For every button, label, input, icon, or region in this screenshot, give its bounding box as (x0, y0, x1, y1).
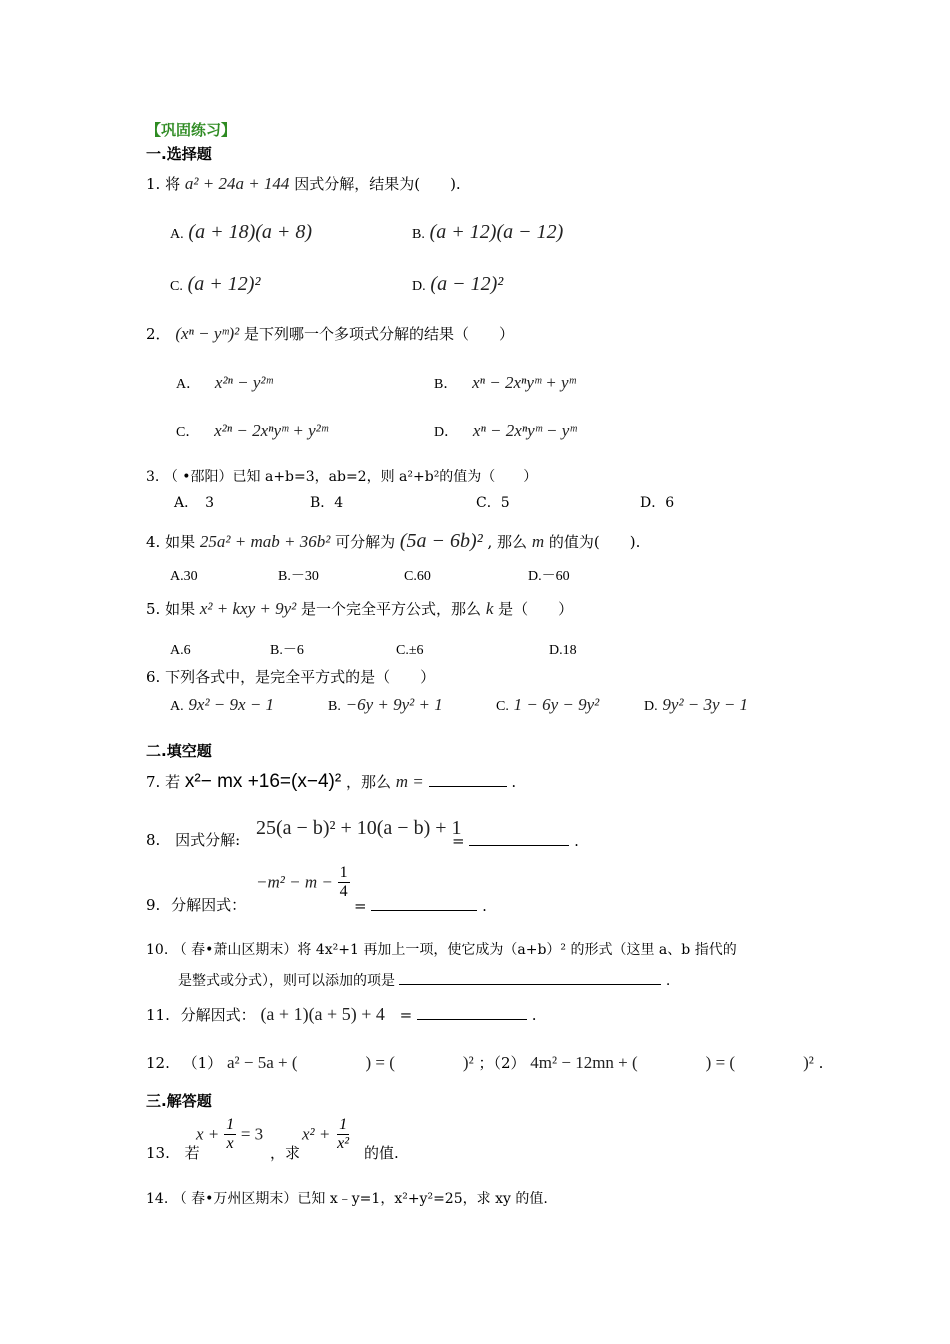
question-number: 3. (146, 469, 160, 485)
question-text: （ •邵阳）已知 a+b=3，ab=2，则 a²+b²的值为（ ） (163, 469, 538, 485)
question-2 (146, 325, 514, 342)
option-5a[interactable]: A.6 (170, 643, 191, 658)
question-text: 是（ ） (498, 600, 574, 618)
option-label: A. (170, 699, 184, 714)
fraction-denominator: x² (337, 1134, 350, 1152)
option-label: B． (434, 377, 458, 392)
question-text: 分解因式： (171, 896, 247, 914)
fraction (338, 864, 350, 900)
option-label: B. (328, 699, 341, 714)
question-text: （ 春•萧山区期末）将 4x²+1 再加上一项，使它成为（a+b）² 的形式（这里 a、b 指代的 (172, 942, 737, 958)
math-variable: m (531, 532, 545, 551)
section-title-fill: 二.填空题 (146, 742, 212, 760)
question-text: 是一个完全平方公式，那么 (301, 600, 482, 618)
question-number: 4. (146, 533, 161, 551)
fraction-numerator: 1 (339, 1116, 348, 1133)
question-number: 2． (146, 325, 171, 343)
question-number: 13. (146, 1144, 170, 1162)
question-text: 因式分解，结果为( ). (294, 175, 461, 193)
option-4c[interactable]: C.60 (404, 569, 431, 584)
question-text: . (818, 1054, 824, 1072)
question-text: （1） (182, 1054, 223, 1072)
question-text: . (574, 832, 579, 850)
math-expression: x + (196, 1124, 220, 1144)
option-label: D. (644, 699, 658, 714)
math-expression: xⁿ − 2xⁿyᵐ + yᵐ (472, 373, 576, 392)
option-label: C． (176, 425, 200, 440)
math-expression: (a + 1)(a + 5) + 4 (260, 1004, 385, 1024)
option-5d[interactable]: D.18 (549, 643, 577, 658)
math-expression: (xⁿ − yᵐ)² (175, 324, 240, 343)
question-text: 若 (165, 773, 181, 791)
question-10-line2 (178, 970, 670, 988)
option-1d[interactable] (412, 274, 503, 294)
question-7 (146, 772, 516, 791)
question-text: 如果 (165, 600, 196, 618)
question-text: 因式分解: (175, 831, 241, 849)
option-1a[interactable] (170, 222, 312, 242)
option-1b[interactable] (412, 222, 563, 242)
math-expression: a² + 24a + 144 (184, 174, 290, 193)
option-2a[interactable] (176, 374, 273, 392)
section-header-practice: 【巩固练习】 (146, 121, 237, 139)
question-text: ，那么 (345, 773, 391, 791)
option-5b[interactable]: B.－6 (270, 643, 304, 658)
question-3 (146, 470, 537, 484)
question-text: ；（2） (478, 1054, 526, 1072)
question-text: 可分解为 (335, 533, 396, 551)
question-text: 是下列哪一个多项式分解的结果（ ） (244, 325, 515, 343)
math-expression: 4m² − 12mn + ( ) = ( )² (530, 1053, 814, 1072)
question-9-answer (354, 898, 487, 914)
question-number: 6. (146, 668, 161, 686)
option-3b[interactable]: B．4 (310, 495, 344, 511)
math-expression: x²ⁿ − y²ᵐ (214, 373, 273, 392)
option-3c[interactable]: C．5 (476, 495, 510, 511)
math-expression: m = (395, 772, 424, 791)
math-expression: = 3 (240, 1124, 264, 1144)
question-number: 10. (146, 942, 169, 958)
question-13-mid: ，求 (270, 1144, 301, 1162)
math-expression: 25a² + mab + 36b² (199, 532, 331, 551)
fraction-denominator: 4 (339, 882, 348, 900)
question-text: 是整式或分式），则可以添加的项是 (178, 973, 395, 989)
question-text: 将 (165, 175, 181, 193)
question-number: 12. (146, 1054, 170, 1072)
question-5 (146, 600, 573, 617)
option-5c[interactable]: C.±6 (396, 643, 424, 658)
question-13-post: 的值. (364, 1144, 399, 1162)
answer-blank[interactable] (371, 898, 477, 911)
question-11 (146, 1005, 537, 1023)
answer-blank[interactable] (429, 774, 507, 787)
option-3a[interactable]: A． 3 (174, 495, 215, 511)
option-label: C. (496, 699, 509, 714)
answer-blank[interactable] (469, 833, 569, 846)
option-label: B. (412, 227, 425, 242)
question-8 (146, 833, 240, 848)
option-4d[interactable]: D.－60 (528, 569, 570, 584)
fraction (224, 1116, 236, 1152)
option-6a[interactable] (170, 696, 274, 714)
question-text: 下列各式中，是完全平方式的是（ ） (165, 668, 436, 686)
question-text: 的值为( ). (548, 533, 641, 551)
math-expression: (a − 12)² (430, 273, 504, 295)
option-label: C. (170, 279, 183, 294)
math-expression: 1 − 6y − 9y² (513, 695, 600, 714)
question-number: 11. (146, 1006, 170, 1024)
question-12 (146, 1054, 823, 1071)
section-title-answer: 三.解答题 (146, 1092, 212, 1110)
question-13-target (302, 1116, 351, 1152)
question-6 (146, 670, 435, 685)
option-6c[interactable] (496, 696, 599, 714)
question-10 (146, 943, 737, 957)
math-expression: 9y² − 3y − 1 (662, 695, 749, 714)
question-text: . (511, 773, 517, 791)
fraction-numerator: 1 (226, 1116, 235, 1133)
math-expression: x²ⁿ − 2xⁿyᵐ + y²ᵐ (214, 421, 328, 440)
math-expression: x² + kxy + 9y² (199, 599, 297, 618)
option-label: A. (170, 227, 184, 242)
option-2c[interactable] (176, 422, 328, 440)
math-expression: −m² − m − (256, 872, 333, 892)
option-1c[interactable] (170, 274, 260, 294)
question-number: 5. (146, 600, 161, 618)
math-expression: (a + 12)² (187, 273, 261, 295)
fraction-numerator: 1 (339, 864, 348, 881)
math-expression: x²− mx +16=(x−4)² (184, 771, 342, 792)
option-2d[interactable] (434, 422, 576, 440)
math-expression: a² − 5a + ( ) = ( )² (226, 1053, 474, 1072)
option-label: D. (412, 279, 426, 294)
question-number: 14. (146, 1191, 169, 1207)
math-expression: (a + 12)(a − 12) (429, 221, 564, 243)
option-4a[interactable]: A.30 (170, 569, 198, 584)
fraction (335, 1116, 351, 1152)
section-title-choice: 一.选择题 (146, 145, 212, 163)
question-number: 1. (146, 175, 161, 193)
option-6d[interactable] (644, 696, 748, 714)
question-4 (146, 531, 640, 551)
math-expression: (a + 18)(a + 8) (188, 221, 313, 243)
equals-sign: = (354, 897, 367, 915)
option-4b[interactable]: B.－30 (278, 569, 319, 584)
question-9 (146, 898, 246, 913)
equals-sign: = (399, 1006, 413, 1024)
question-text: , 那么 (487, 533, 528, 551)
question-text: . (531, 1006, 537, 1024)
math-expression: (5a − 6b)² (399, 530, 483, 552)
question-text: . (482, 897, 487, 915)
question-number: 7. (146, 773, 161, 791)
math-expression: 25(a − b)² + 10(a − b) + 1 (256, 817, 462, 839)
question-13 (146, 1146, 200, 1161)
math-expression: −6y + 9y² + 1 (345, 695, 443, 714)
question-text: 若 (184, 1144, 200, 1162)
question-9-expression (256, 864, 350, 900)
answer-blank[interactable] (417, 1007, 527, 1020)
answer-blank[interactable] (399, 970, 661, 985)
fraction-denominator: x (226, 1134, 234, 1152)
question-text: . (665, 973, 671, 989)
question-8-answer (452, 833, 579, 849)
equals-sign: = (452, 832, 465, 850)
option-label: D． (434, 425, 459, 440)
option-6b[interactable] (328, 696, 443, 714)
question-text: （ 春•万州区期末）已知 x﹣y=1，x²+y²=25，求 xy 的值. (172, 1191, 548, 1207)
question-1 (146, 175, 461, 192)
question-text: 分解因式： (180, 1006, 256, 1024)
math-expression: xⁿ − 2xⁿyᵐ − yᵐ (472, 421, 577, 440)
math-expression: x² + (302, 1124, 331, 1144)
question-text: 如果 (165, 533, 196, 551)
option-3d[interactable]: D．6 (640, 495, 675, 511)
question-14 (146, 1192, 548, 1206)
option-2b[interactable] (434, 374, 576, 392)
question-13-condition (196, 1116, 263, 1152)
math-expression: 9x² − 9x − 1 (188, 695, 275, 714)
math-variable: k (485, 599, 494, 618)
question-8-expression (256, 818, 462, 838)
question-number: 8. (146, 831, 161, 849)
option-label: A． (176, 377, 201, 392)
question-number: 9. (146, 896, 161, 914)
